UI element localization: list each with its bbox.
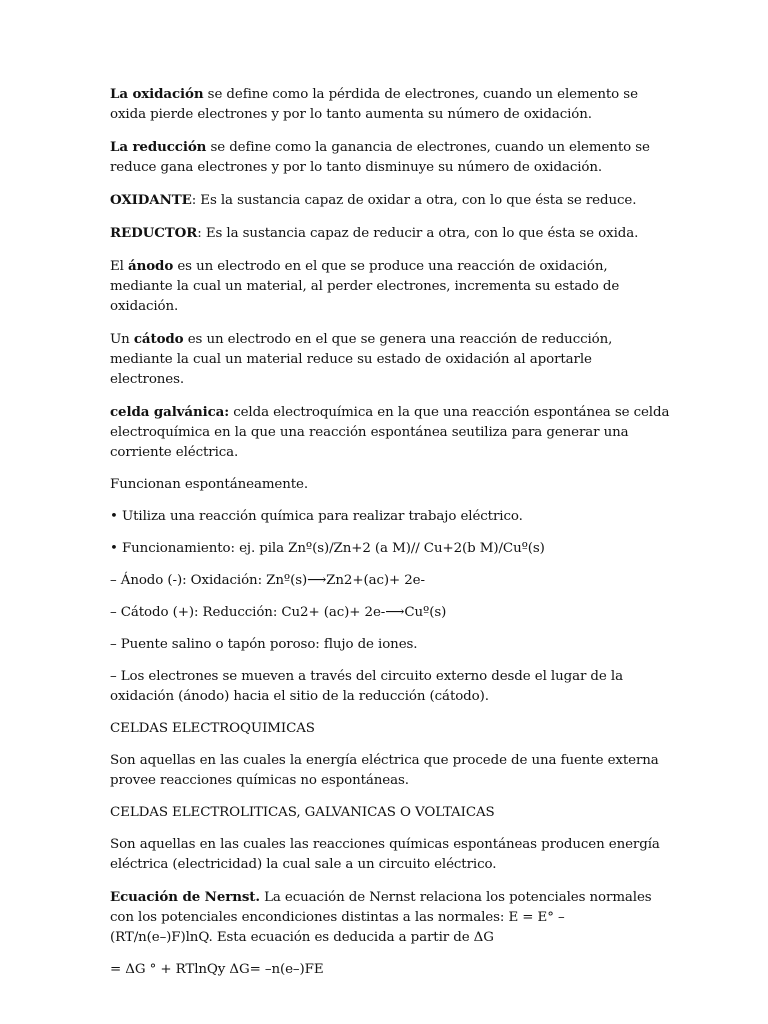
definition-celda-galvanica: celda electroquímica en la que una reacción espontánea se celda electroquímica en la que una reacción espontánea seutiliza para generar una corriente eléctrica. — [110, 405, 670, 460]
definition-oxidante: : Es la sustancia capaz de oxidar a otra, con lo que ésta se reduce. — [191, 193, 637, 208]
document-body — [110, 84, 670, 980]
paragraph-electroliticas-def: Son aquellas en las cuales las reacciones químicas espontáneas producen energía eléctrica (electricidad) la cual sale a un circuito eléctrico. — [110, 837, 660, 872]
paragraph-oxidante — [110, 190, 670, 211]
paragraph-reductor — [110, 223, 670, 244]
paragraph-funcionan: Funcionan espontáneamente. — [110, 477, 309, 492]
catodo-prefix: Un — [110, 332, 134, 347]
heading-celdas-electroquimicas: CELDAS ELECTROQUIMICAS — [110, 721, 315, 736]
term-reduccion: La reducción — [110, 139, 207, 155]
bullet-item-funcionamiento: • Funcionamiento: ej. pila Znº(s)/Zn+2 (a M)// Cu+2(b M)/Cuº(s) — [110, 541, 545, 556]
dash-item-electrones: – Los electrones se mueven a través del circuito externo desde el lugar de la oxidación (ánodo) hacia el sitio de la reducción (cátodo). — [110, 669, 623, 704]
term-oxidacion: La oxidación — [110, 86, 204, 102]
nernst-formula: = ΔG ° + RTlnQy ΔG= –n(e–)FE — [110, 962, 324, 977]
dash-item-catodo: – Cátodo (+): Reducción: Cu2+ (ac)+ 2e-⟶Cuº(s) — [110, 605, 447, 620]
definition-oxidacion: se define como la pérdida de electrones, cuando un elemento se oxida pierde electrones y por lo tanto aumenta su número de oxidación. — [110, 87, 638, 122]
term-celda-galvanica: celda galvánica: — [110, 404, 230, 420]
term-oxidante: OXIDANTE — [110, 192, 192, 208]
bullet-item-reaccion: • Utiliza una reacción química para realizar trabajo eléctrico. — [110, 509, 523, 524]
paragraph-anodo — [110, 256, 670, 317]
definition-nernst: La ecuación de Nernst relaciona los potenciales normales con los potenciales encondiciones distintas a las normales: E = E° – (RT/n(e–)F)lnQ. Esta ecuación es deducida a partir de ΔG — [110, 890, 652, 945]
paragraph-catodo — [110, 329, 670, 390]
term-nernst: Ecuación de Nernst. — [110, 889, 260, 905]
anodo-prefix: El — [110, 259, 129, 274]
term-reductor: REDUCTOR — [110, 225, 198, 241]
term-anodo: ánodo — [128, 258, 174, 274]
paragraph-electroquimicas-def: Son aquellas en las cuales la energía eléctrica que procede de una fuente externa provee reacciones químicas no espontáneas. — [110, 753, 659, 788]
definition-catodo: es un electrodo en el que se genera una reacción de reducción, mediante la cual un material reduce su estado de oxidación al aportarle electrones. — [110, 332, 613, 387]
heading-celdas-electroliticas: CELDAS ELECTROLITICAS, GALVANICAS O VOLTAICAS — [110, 805, 495, 820]
paragraph-celda-galvanica — [110, 402, 670, 463]
definition-reduccion: se define como la ganancia de electrones, cuando un elemento se reduce gana electrones y por lo tanto disminuye su número de oxidación. — [110, 140, 650, 175]
term-catodo: cátodo — [133, 331, 184, 347]
definition-anodo: es un electrodo en el que se produce una reacción de oxidación, mediante la cual un material, al perder electrones, incrementa su estado de oxidación. — [110, 259, 620, 314]
dash-item-puente: – Puente salino o tapón poroso: flujo de iones. — [110, 637, 418, 652]
dash-item-anodo: – Ánodo (-): Oxidación: Znº(s)⟶Zn2+(ac)+ 2e- — [110, 573, 425, 588]
paragraph-oxidacion — [110, 84, 670, 125]
paragraph-reduccion — [110, 137, 670, 178]
paragraph-nernst — [110, 887, 670, 948]
definition-reductor: : Es la sustancia capaz de reducir a otra, con lo que ésta se oxida. — [197, 226, 639, 241]
